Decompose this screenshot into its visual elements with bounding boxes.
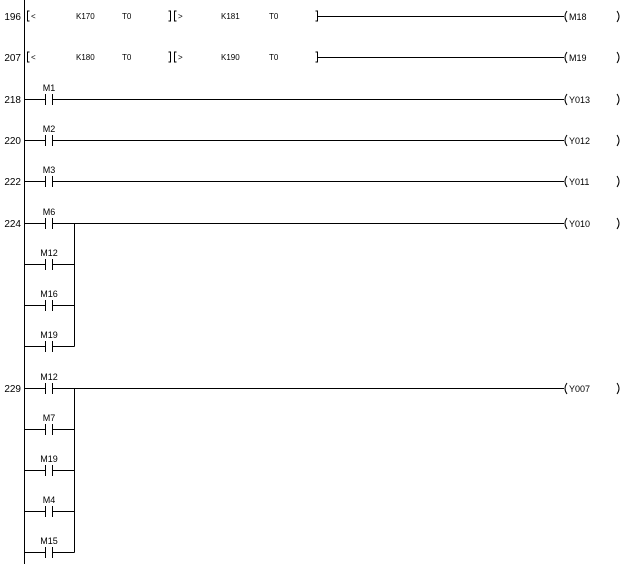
- compare-timer: T0: [122, 53, 132, 62]
- ladder-rung[interactable]: [4, 52, 619, 64]
- ladder-rung[interactable]: [4, 207, 619, 352]
- compare-bracket-left: [175, 11, 177, 21]
- coil-symbol-left: [565, 135, 567, 146]
- contact-label: M19: [40, 454, 58, 464]
- compare-bracket-left: [28, 52, 30, 62]
- coil-symbol-right: [617, 52, 619, 63]
- contact-label: M1: [42, 83, 56, 93]
- contact-label: M16: [40, 289, 58, 299]
- ladder-rung[interactable]: [4, 372, 619, 558]
- compare-timer: T0: [269, 53, 279, 62]
- ladder-rung[interactable]: [4, 124, 619, 147]
- coil-symbol-left: [565, 94, 567, 105]
- coil-symbol-left: [565, 176, 567, 187]
- coil-symbol-left: [565, 52, 567, 63]
- contact-label: M12: [40, 372, 58, 382]
- compare-bracket-right: [316, 52, 318, 62]
- contact-label: M4: [42, 495, 56, 505]
- step-number: 218: [4, 95, 21, 106]
- contact-label: M3: [42, 165, 56, 175]
- coil-label: Y012: [569, 136, 591, 146]
- compare-operator: >: [178, 53, 183, 62]
- step-number: 229: [4, 384, 21, 395]
- compare-constant: K180: [76, 53, 95, 62]
- coil-symbol-left: [565, 218, 567, 229]
- compare-bracket-left: [28, 11, 30, 21]
- contact-label: M2: [42, 124, 56, 134]
- coil-symbol-right: [617, 218, 619, 229]
- coil-label: M18: [569, 12, 587, 22]
- coil-symbol-right: [617, 11, 619, 22]
- coil-symbol-left: [565, 11, 567, 22]
- coil-symbol-right: [617, 135, 619, 146]
- compare-constant: K170: [76, 12, 95, 21]
- coil-symbol-right: [617, 94, 619, 105]
- compare-timer: T0: [269, 12, 279, 21]
- step-number: 196: [4, 12, 21, 23]
- compare-operator: >: [178, 12, 183, 21]
- compare-bracket-right: [169, 11, 171, 21]
- coil-label: M19: [569, 53, 587, 63]
- compare-constant: K181: [221, 12, 240, 21]
- contact-label: M15: [40, 536, 58, 546]
- compare-bracket-left: [175, 52, 177, 62]
- ladder-rung[interactable]: [4, 83, 619, 106]
- compare-operator: <: [31, 12, 36, 21]
- step-number: 224: [4, 219, 21, 230]
- coil-symbol-left: [565, 383, 567, 394]
- ladder-rung[interactable]: [4, 11, 619, 23]
- compare-bracket-right: [316, 11, 318, 21]
- coil-label: Y013: [569, 95, 591, 105]
- coil-symbol-right: [617, 383, 619, 394]
- compare-constant: K190: [221, 53, 240, 62]
- compare-bracket-right: [169, 52, 171, 62]
- contact-label: M7: [42, 413, 56, 423]
- contact-label: M12: [40, 248, 58, 258]
- contact-label: M19: [40, 330, 58, 340]
- coil-label: Y010: [569, 219, 591, 229]
- compare-timer: T0: [122, 12, 132, 21]
- coil-symbol-right: [617, 176, 619, 187]
- step-number: 220: [4, 136, 21, 147]
- ladder-rung[interactable]: [4, 165, 619, 188]
- step-number: 222: [4, 177, 21, 188]
- contact-label: M6: [42, 207, 56, 217]
- coil-label: Y011: [569, 177, 590, 187]
- compare-operator: <: [31, 53, 36, 62]
- step-number: 207: [4, 53, 21, 64]
- coil-label: Y007: [569, 384, 591, 394]
